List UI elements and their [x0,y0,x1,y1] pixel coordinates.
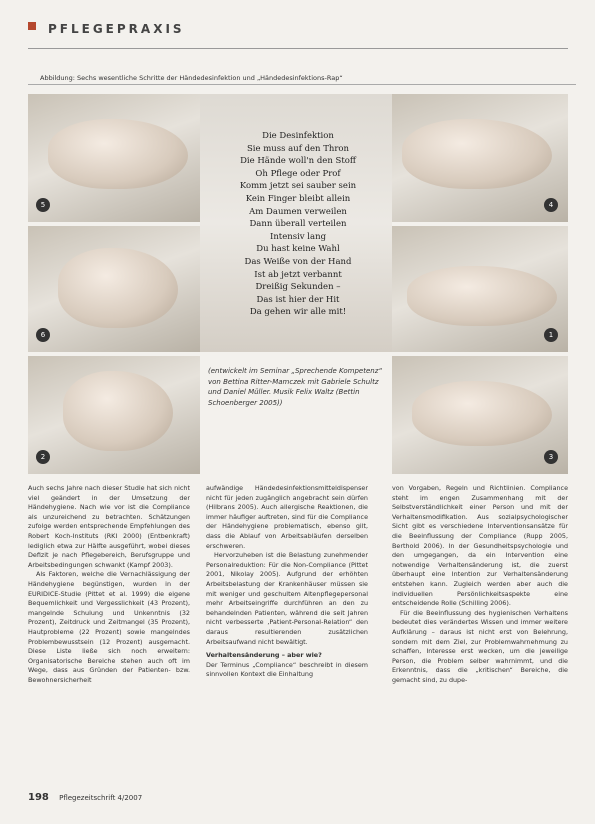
poem-line: Intensiv lang [269,231,327,242]
poem-line: Die Hände woll'n den Stoff [240,156,356,167]
step-number: 1 [544,328,558,342]
poem-line: Die Desinfektion [262,131,334,141]
text-column-2 [206,484,368,680]
paragraph: Als Faktoren, welche die Vernachlässigung der Händehygiene begünstigen, wurden in der EURIDICE-Studie (Pittet et al. 1999) die eigene Bequemlichkeit und Vergesslichkeit (43 Prozent), mangelnde Schulung und Unkenntnis (32 Prozent), Zeitdruck und Zeitmangel (35 Prozent), Hautprobleme (22 Prozent) sowie mangelndes Problembewusstsein (12 Prozent) ausgemacht. Diese Liste ließe sich noch erweitern: Organisatorische Bereiche stehen auch oft im Wege, dass aus Gründen der Patienten- bzw. Bewohnersicherheit [28,570,190,684]
paragraph: aufwändige Händedesinfektionsmitteldispenser nicht für jeden zugänglich angebracht sein dürfen (Hilbrans 2005). Auch allergische Reaktionen, die immer häufiger auftreten, sind für die Compliance der Händehygiene problematisch, ebenso gilt, dass die Ablauf von Arbeitsabläufen derselben erschweren. [206,484,368,550]
step-number: 2 [36,450,50,464]
photo-step-5 [28,94,200,222]
paragraph: Auch sechs Jahre nach dieser Studie hat sich nicht viel geändert in der Umsetzung der Händehygiene. Nach wie vor ist die Compliance als unzureichend zu betrachten. Schätzungen zufolge werden entsprechende Empfehlungen des Robert Koch-Instituts (RKI 2000) (Entbenkraft) lediglich etwa zur Hälfte ausgeführt, wobei dieses Defizit je nach Pflegebereich, Berufsgruppe und Arbeitsbedingungen schwankt (Kampf 2003). [28,484,190,569]
paragraph: Der Terminus „Compliance“ beschreibt in diesem sinnvollen Kontext die Einhaltung [206,660,368,679]
paragraph: Hervorzuheben ist die Belastung zunehmender Personalreduktion: Für die Non-Compliance (Pittet 2001, Nikolay 2005). Aufgrund der erhöhten Arbeitsbelastung der Krankenhäuser müssen sie mit weniger und geschultem Altenpflegepersonal mehr Arbeitseingriffe durchführen an den zu behandelnden Patienten, während die seit Jahren nicht verbesserte ,Patient-Personal-Relation“ den daraus resultierenden zusätzlichen Arbeitsaufwand nicht bewältigt. [206,551,368,646]
poem-line: Ist ab jetzt verbannt [254,269,342,280]
rap-poem [195,130,401,348]
poem-line: Dreißig Sekunden – [255,282,341,293]
page-footer [28,792,142,803]
poem-line: Kein Finger bleibt allein [245,193,351,204]
poem-line: Du hast keine Wahl [256,244,340,255]
step-number: 5 [36,198,50,212]
page-number: 198 [28,792,49,803]
hand-image [402,119,552,189]
photo-step-2 [28,356,200,474]
hand-image [407,266,557,326]
poem-credit: (entwickelt im Seminar „Sprechende Kompetenz“ von Bettina Ritter-Mamczek mit Gabriele Schultz und Daniel Müller. Musik Felix Waltz (Bettin Schoenberger 2005)) [208,367,383,407]
header-divider [28,48,568,49]
poem-line: Das ist hier der Hit [256,294,340,305]
paragraph: Für die Beeinflussung des hygienischen Verhaltens bedeutet dies verändertes Wissen und immer weitere Aufklärung – daraus ist nicht erst von Belehrung, sondern mit dem Ziel, zur Problemwahrnehmung zu schaffen, Interesse erst wecken, um die jeweilige Person, die Problem selber wahrnimmt, und die Erkenntnis, dass die „kritischen“ Bereiche, die gemacht sind, zu dupe- [392,608,568,684]
photo-step-4 [392,94,568,222]
poem-line: Sie muss auf den Thron [246,143,350,154]
journal-name: Pflegezeitschrift 4/2007 [59,794,143,802]
step-number: 6 [36,328,50,342]
poem-line: Komm jetzt sei sauber sein [239,181,357,192]
poem-line: Oh Pflege oder Prof [255,168,341,179]
poem-line: Das Weiße von der Hand [244,256,352,267]
photo-step-1 [392,226,568,352]
text-column-3 [392,484,568,685]
poem-line: Da gehen wir alle mit! [249,307,347,318]
step-number: 3 [544,450,558,464]
subheading: Verhaltensänderung – aber wie? [206,651,322,660]
photo-step-3 [392,356,568,474]
figure-caption: Abbildung: Sechs wesentliche Schritte der Händedesinfektion und „Händedesinfektions-Rap“ [40,74,343,82]
hand-image [58,248,178,328]
section-title: PFLEGEPRAXIS [48,22,185,36]
poem-line: Dann überall verteilen [249,219,347,230]
hand-image [48,119,188,189]
figure-caption-bar [28,72,576,85]
paragraph: von Vorgaben, Regeln und Richtlinien. Compliance steht im engen Zusammenhang mit der Selbstverständlichkeit einer Person und mit der Verhaltensmodifikation. Aus sozialpsychologischer Sicht gibt es verschiedene Interventionsansätze für die Beeinflussung der Compliance (Rupp 2005, Berthold 2006). In der Gesundheitspsychologie und den umgegangen, da ein Intervention eine notwendige Verhaltensänderung ist, die zuerst überhaupt eine Intention zur Verhaltensänderung entstehen kann. Zugleich werden aber auch die individuellen Persönlichkeitsaspekte eine entscheidende Rolle (Schilling 2006). [392,484,568,608]
hand-image [63,371,173,451]
poem-line: Am Daumen verweilen [249,206,347,217]
page-header [28,14,568,36]
hand-image [412,381,552,446]
text-column-1 [28,484,190,685]
photo-step-6 [28,226,200,352]
step-number: 4 [544,198,558,212]
